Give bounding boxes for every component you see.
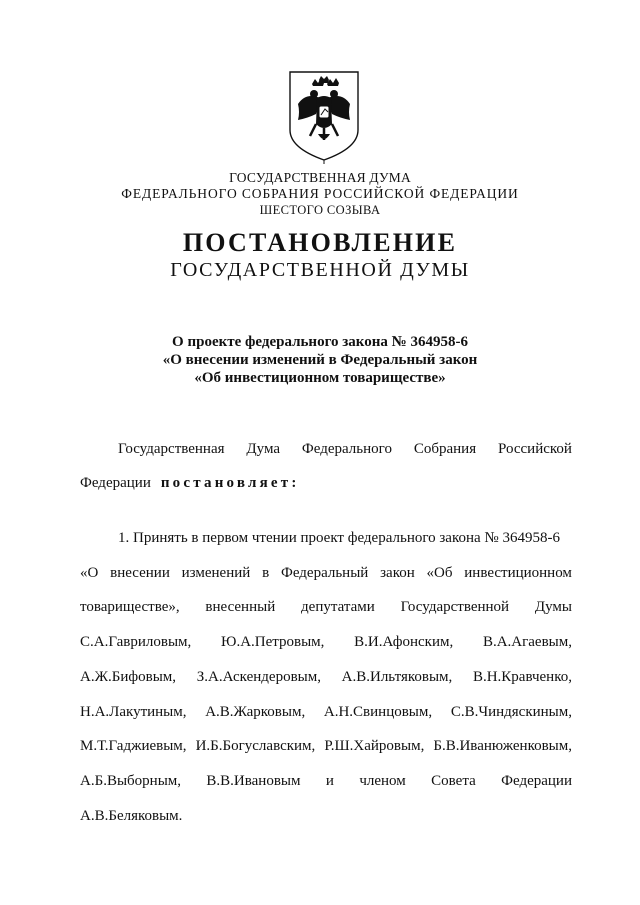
resolves-phrase: постановляет: <box>160 475 300 491</box>
paragraph-word: изменений <box>181 564 251 581</box>
convocation-header-line: ШЕСТОГО СОЗЫВА <box>259 203 381 217</box>
paragraph-word: в <box>262 564 270 581</box>
paragraph-word: закон <box>380 564 415 581</box>
paragraph-line <box>80 704 572 721</box>
paragraph-word: З.А.Аскендеровым, <box>196 668 321 685</box>
paragraph-word: С.А.Гавриловым, <box>80 634 192 651</box>
paragraph-word: Н.А.Лакутиным, <box>80 703 187 720</box>
paragraph-word: А.Ж.Бифовым, <box>80 668 177 685</box>
preamble-word: Дума <box>246 441 281 457</box>
paragraph-word: В.Н.Кравченко, <box>472 668 572 685</box>
document-title: ПОСТАНОВЛЕНИЕ <box>182 228 458 257</box>
paragraph-word: Совета <box>431 772 476 789</box>
preamble-word: Федерации <box>80 475 151 491</box>
paragraph-line <box>80 773 572 790</box>
subject-line: О проекте федерального закона № 364958-6 <box>172 334 468 350</box>
paragraph-word: А.В.Жарковым, <box>205 703 306 720</box>
paragraph-word: Р.Ш.Хайровым, <box>324 738 425 755</box>
document-subtitle: ГОСУДАРСТВЕННОЙ ДУМЫ <box>170 259 470 281</box>
paragraph-word: внесении <box>110 564 170 581</box>
paragraph-line <box>80 599 572 616</box>
paragraph-word: «Об <box>426 564 453 581</box>
paragraph-word: и <box>325 772 334 789</box>
paragraph-word: депутатами <box>301 599 375 616</box>
subject-line: «Об инвестиционном товариществе» <box>194 370 446 386</box>
paragraph-word: М.Т.Гаджиевым, <box>80 738 187 755</box>
assembly-header-line: ФЕДЕРАЛЬНОГО СОБРАНИЯ РОССИЙСКОЙ ФЕДЕРАЦИИ <box>121 186 519 201</box>
paragraph-line <box>118 530 572 547</box>
paragraph-line <box>80 808 572 825</box>
paragraph-word: В.А.Агаевым, <box>482 634 572 651</box>
preamble-word: Государственная <box>118 441 225 457</box>
preamble-word: Собрания <box>413 441 477 457</box>
paragraph-word: А.В.Беляковым. <box>80 807 183 824</box>
paragraph-word: А.Н.Свинцовым, <box>323 703 433 720</box>
paragraph-word: Б.В.Иванюженковым, <box>433 738 572 755</box>
paragraph-word: Федерации <box>501 772 572 789</box>
paragraph-line <box>80 669 572 686</box>
paragraph-line <box>80 565 572 582</box>
paragraph-word: С.В.Чиндяскиным, <box>450 703 572 720</box>
paragraph-word: А.Б.Выборным, <box>80 772 182 789</box>
paragraph-word: членом <box>359 772 406 789</box>
preamble-line <box>118 441 572 458</box>
paragraph-line <box>80 634 572 651</box>
paragraph-word: Государственной <box>400 599 510 616</box>
paragraph-word: И.Б.Богуславским, <box>195 738 316 755</box>
paragraph-word: В.В.Ивановым <box>206 772 301 789</box>
paragraph-word: А.В.Ильтяковым, <box>341 668 453 685</box>
paragraph-word: В.И.Афонским, <box>354 634 454 651</box>
preamble-word: Федерального <box>301 441 392 457</box>
paragraph-word: инвестиционном <box>464 564 572 581</box>
paragraph-word: 1. Принять в первом чтении проект федерального закона № 364958-6 <box>118 530 560 546</box>
paragraph-line <box>80 738 572 755</box>
coat-of-arms-emblem <box>286 68 362 164</box>
duma-header-line: ГОСУДАРСТВЕННАЯ ДУМА <box>229 170 411 185</box>
paragraph-word: внесенный <box>205 599 276 616</box>
subject-line: «О внесении изменений в Федеральный закон <box>162 352 478 368</box>
preamble-line <box>80 475 572 492</box>
paragraph-word: Ю.А.Петровым, <box>221 634 325 651</box>
preamble-word: Российской <box>498 441 572 457</box>
paragraph-word: товариществе», <box>80 599 180 616</box>
paragraph-word: Думы <box>534 599 572 616</box>
paragraph-word: Федеральный <box>280 564 369 581</box>
paragraph-word: «О <box>80 564 99 581</box>
